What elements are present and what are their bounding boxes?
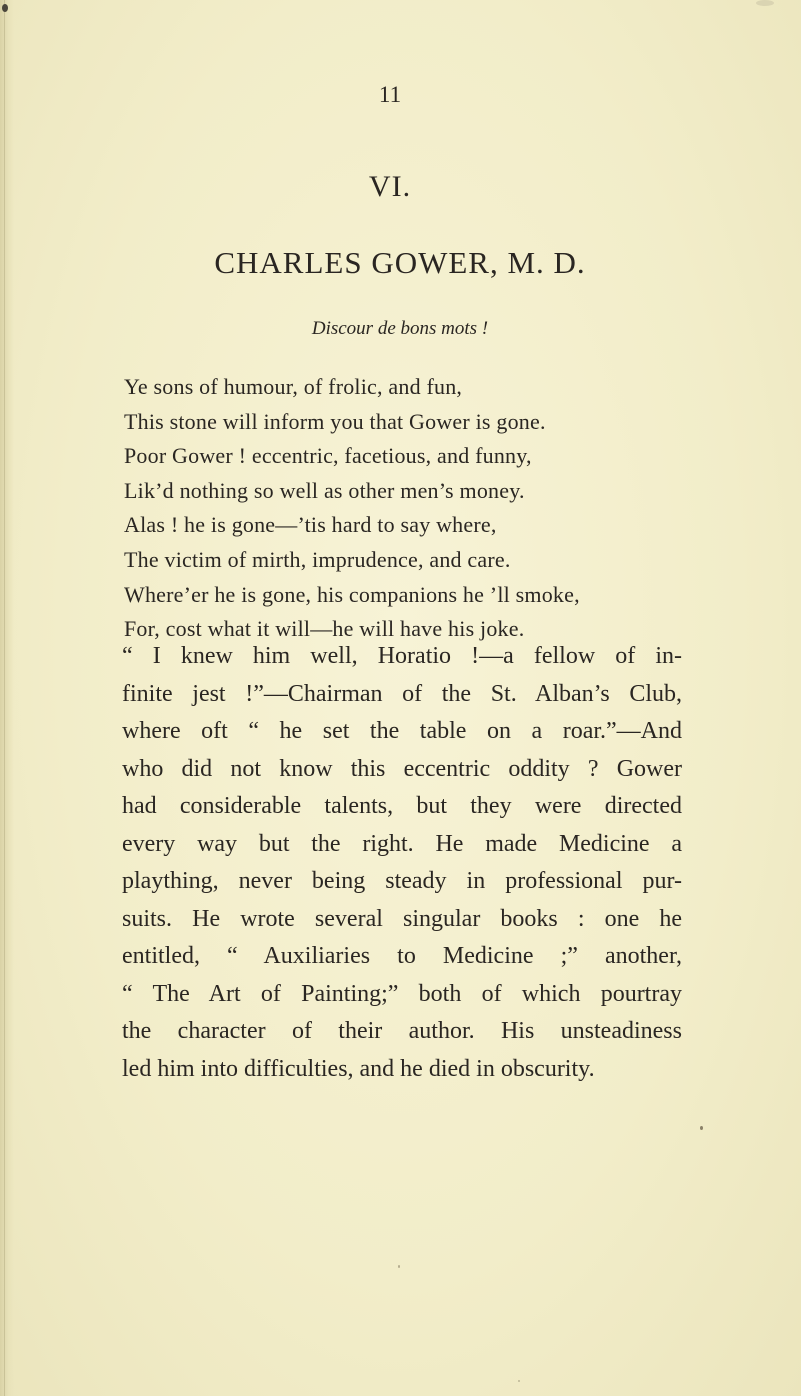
prose-line: “ I knew him well, Horatio !—a fellow of in- bbox=[122, 643, 682, 669]
binding-edge-line bbox=[4, 0, 5, 1396]
paper-speck bbox=[756, 0, 774, 6]
poem-line: For, cost what it will—he will have his joke. bbox=[124, 616, 525, 642]
prose-line: the character of their author. His unsteadiness bbox=[122, 1018, 682, 1044]
biography-paragraph bbox=[122, 638, 682, 1088]
prose-line: led him into difficulties, and he died in obscurity. bbox=[122, 1055, 595, 1082]
page-number: 11 bbox=[378, 82, 402, 107]
prose-line: finite jest !”—Chairman of the St. Alban’s Club, bbox=[122, 680, 682, 707]
poem-line: The victim of mirth, imprudence, and care. bbox=[124, 546, 511, 572]
poem-line: Ye sons of humour, of frolic, and fun, bbox=[124, 374, 463, 399]
paper-speck bbox=[700, 1126, 703, 1130]
prose-line: “ The Art of Painting;” both of which pourtray bbox=[122, 980, 682, 1007]
prose-line: plaything, never being steady in professional pur- bbox=[122, 868, 682, 894]
paper-speck bbox=[2, 4, 8, 12]
epitaph-poem bbox=[124, 370, 744, 647]
paper-speck bbox=[398, 1265, 400, 1268]
paper-speck bbox=[518, 1380, 520, 1382]
prose-line: entitled, “ Auxiliaries to Medicine ;” another, bbox=[122, 943, 682, 969]
prose-line: suits. He wrote several singular books : one he bbox=[122, 905, 682, 932]
poem-line: Poor Gower ! eccentric, facetious, and funny, bbox=[124, 443, 532, 469]
chapter-number: VI. bbox=[368, 170, 412, 203]
prose-line: had considerable talents, but they were directed bbox=[122, 793, 682, 819]
motto: Discour de bons mots ! bbox=[311, 318, 489, 339]
poem-line: Alas ! he is gone—’tis hard to say where, bbox=[124, 512, 497, 538]
prose-line: who did not know this eccentric oddity ? Gower bbox=[122, 755, 682, 782]
prose-line: where oft “ he set the table on a roar.”—And bbox=[122, 718, 682, 744]
page-gutter-shadow bbox=[0, 0, 14, 1396]
poem-line: Where’er he is gone, his companions he ’ll smoke, bbox=[124, 581, 580, 607]
prose-line: every way but the right. He made Medicine a bbox=[122, 830, 682, 857]
poem-line: Lik’d nothing so well as other men’s money. bbox=[124, 477, 525, 503]
poem-line: This stone will inform you that Gower is gone. bbox=[124, 408, 546, 434]
page-title: CHARLES GOWER, M. D. bbox=[214, 245, 586, 280]
